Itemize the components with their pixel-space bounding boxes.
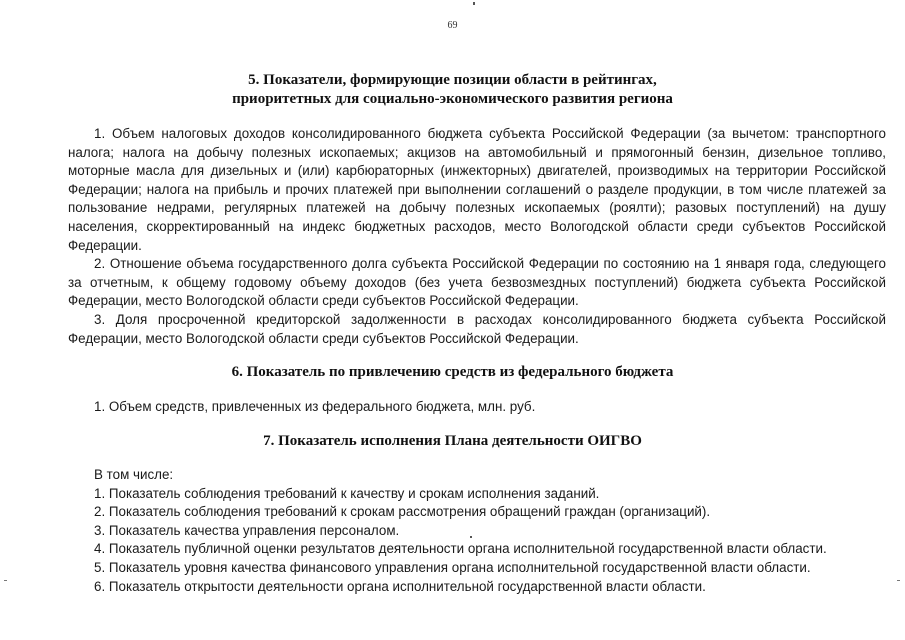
scan-speck <box>473 2 475 5</box>
scan-edge-mark-left <box>4 580 7 581</box>
section-6-title: 6. Показатель по привлечению средств из федерального бюджета <box>231 364 674 380</box>
section-7-item-5: 5. Показатель уровня качества финансового управления органа исполнительной государственной власти области. <box>94 559 811 575</box>
section-6-item-1: 1. Объем средств, привлеченных из федерального бюджета, млн. руб. <box>94 399 536 414</box>
section-5-body <box>68 125 886 348</box>
section-7-item-3: 3. Показатель качества управления персоналом. <box>94 522 400 538</box>
section-7-item-1: 1. Показатель соблюдения требований к качеству и срокам исполнения заданий. <box>94 485 600 501</box>
section-5-title <box>0 71 905 109</box>
section-7-item-2: 2. Показатель соблюдения требований к срокам рассмотрения обращений граждан (организаций). <box>94 504 711 520</box>
section-5-title-line-1: 5. Показатели, формирующие позиции области в рейтингах, <box>248 72 657 88</box>
page-number: 69 <box>447 20 458 31</box>
section-7-title: 7. Показатель исполнения Плана деятельности ОИГВО <box>263 433 642 449</box>
section-5-paragraph-2: 2. Отношение объема государственного долга субъекта Российской Федерации по состоянию на 1 января года, следующего за отчетным, к общему годовому объему доходов (без учета безвозмездных поступлений) бюджета субъекта Российской Федерации, место Вологодской области среди субъектов Российской Федерации. <box>68 256 886 309</box>
section-5-paragraph-3: 3. Доля просроченной кредиторской задолженности в расходах консолидированного бюджета субъекта Российской Федерации, место Вологодской области среди субъектов Российской Федерации. <box>68 311 886 346</box>
section-7-item-6: 6. Показатель открытости деятельности органа исполнительной государственной власти области. <box>94 578 706 594</box>
scan-speck <box>470 536 472 538</box>
section-5-paragraph-1: 1. Объем налоговых доходов консолидированного бюджета субъекта Российской Федерации (за вычетом: транспортного налога; налога на добычу полезных ископаемых; акцизов на автомобильный и прямогонный бензин, дизельное топливо, моторные масла для дизельных и (или) карбюраторных (инжекторных) двигателей, производимых на территории Российской Федерации; налога на прибыль и прочих платежей при выполнении соглашений о разделе продукции, в том числе платежей за пользование недрами, регулярных платежей на добычу полезных ископаемых (роялти); разовых поступлений) на душу населения, скорректированный на индекс бюджетных расходов, место Вологодской области среди субъектов Российской Федерации. <box>68 126 886 253</box>
section-5-title-line-2: приоритетных для социально-экономического развития региона <box>232 91 673 107</box>
scan-edge-mark-right <box>897 580 900 581</box>
section-7-intro: В том числе: <box>94 467 174 482</box>
section-7-item-4: 4. Показатель публичной оценки результатов деятельности органа исполнительной государственной власти области. <box>94 541 827 557</box>
section-7-list <box>94 466 884 596</box>
